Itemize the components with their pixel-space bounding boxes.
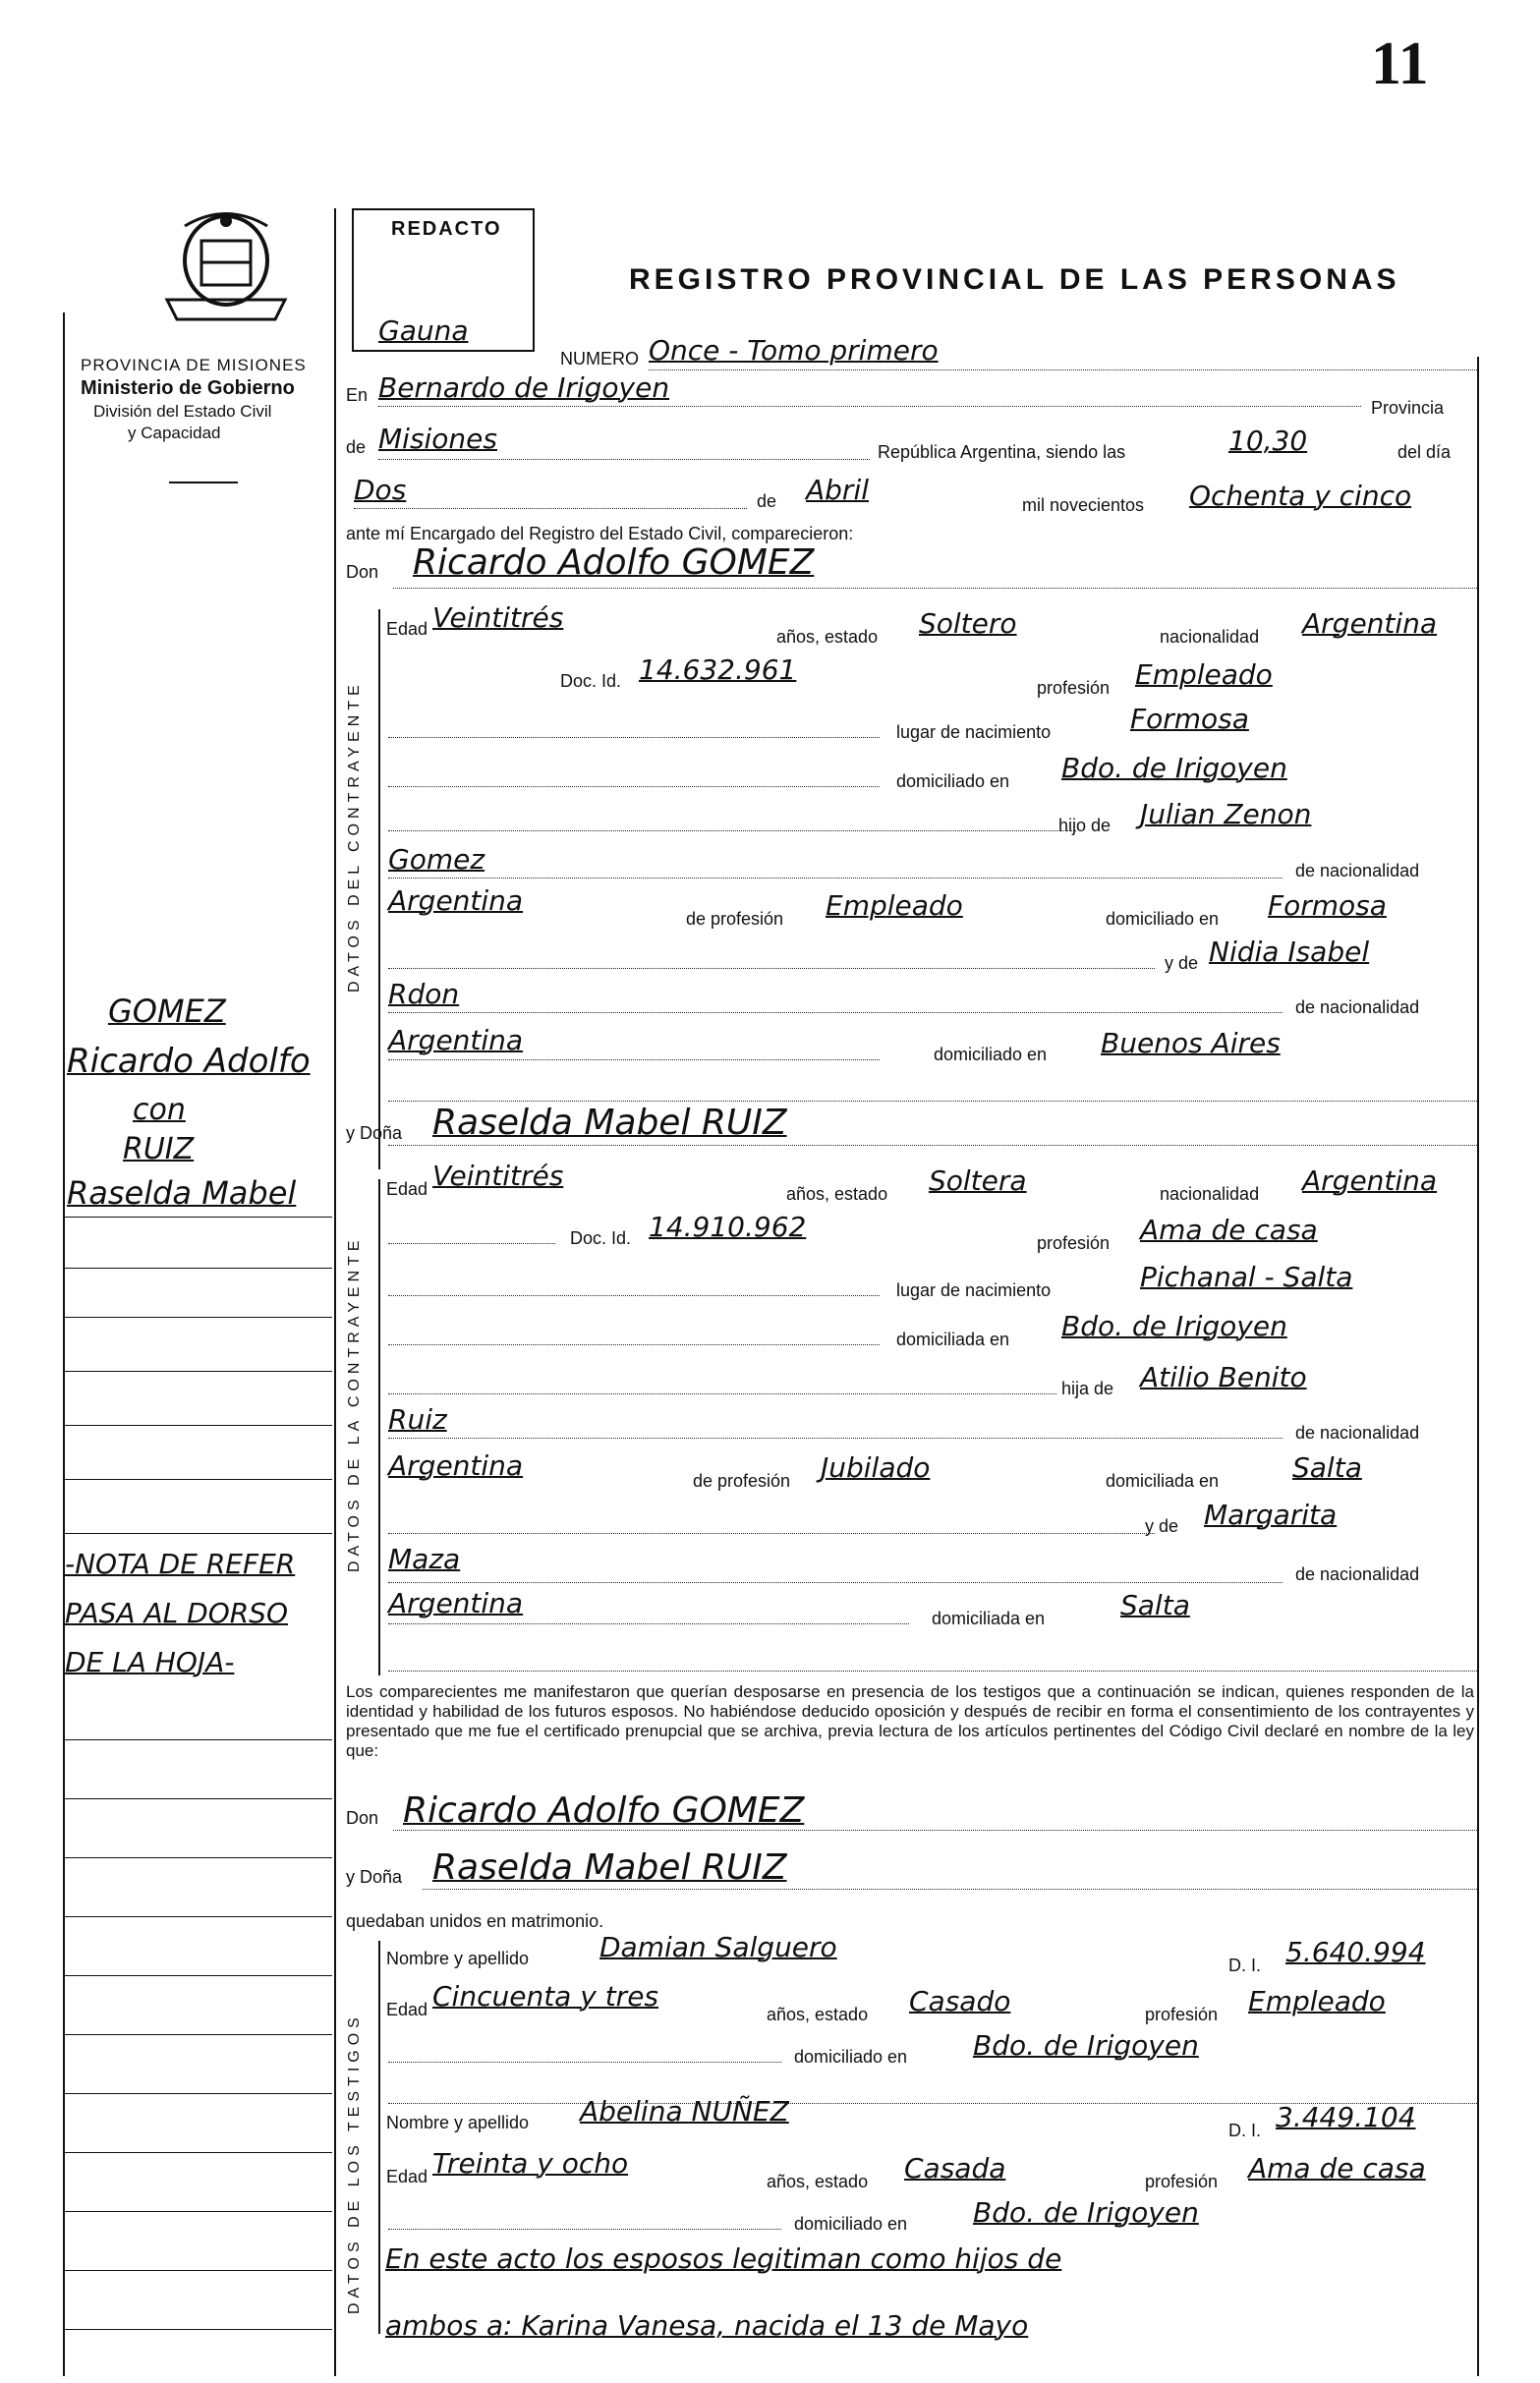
margin-line: [65, 1975, 332, 1976]
page-number: 11: [1371, 30, 1429, 97]
margin-line: [65, 2093, 332, 2094]
anio-value: Ochenta y cinco: [1189, 480, 1412, 512]
margin-note-3: DE LA HOJA-: [65, 1646, 235, 1678]
dia-label: del día: [1397, 442, 1452, 462]
coat-of-arms-icon: [157, 206, 295, 329]
c2-nac-label: nacionalidad: [1160, 1184, 1260, 1204]
c1-profesion: Empleado: [1135, 658, 1273, 691]
c1-madre-dom: Buenos Aires: [1101, 1027, 1281, 1059]
margin-line: [65, 2211, 332, 2212]
c2-estado: Soltera: [929, 1164, 1027, 1197]
de2-label: de: [757, 491, 777, 511]
c1-de-nac-label-1: de nacionalidad: [1295, 861, 1420, 880]
margin-names-1: Ricardo Adolfo: [67, 1042, 311, 1081]
t2-domicilio: Bdo. de Irigoyen: [973, 2196, 1199, 2229]
decl-don-label: Don: [346, 1808, 379, 1828]
c2-prof-label: profesión: [1037, 1233, 1111, 1253]
c2-dona-label: y Doña: [346, 1123, 403, 1143]
c1-doc-label: Doc. Id.: [560, 671, 622, 691]
hora-value: 10,30: [1228, 425, 1308, 457]
c2-madre: Margarita: [1204, 1499, 1338, 1531]
c2-madre-nac: Argentina: [388, 1587, 524, 1619]
de-label: de: [346, 437, 367, 457]
t1-di-label: D. I.: [1228, 1956, 1262, 1975]
provincia-label: Provincia: [1371, 398, 1445, 418]
margin-line: [65, 2034, 332, 2035]
c1-doc: 14.632.961: [639, 653, 797, 686]
c2-bracket: [378, 1179, 380, 1675]
c2-madre-apellido: Maza: [388, 1543, 461, 1575]
c2-de-nac-label-1: de nacionalidad: [1295, 1423, 1420, 1443]
c1-padre: Julian Zenon: [1140, 798, 1312, 830]
c1-side-label: DATOS DEL CONTRAYENTE: [346, 680, 363, 993]
c2-padre-prof: Jubilado: [821, 1451, 931, 1484]
c1-anios-label: años, estado: [776, 627, 879, 647]
column-rule: [334, 208, 336, 2376]
t2-anios-label: años, estado: [767, 2172, 869, 2191]
t1-anios-label: años, estado: [767, 2005, 869, 2024]
t-side-label: DATOS DE LOS TESTIGOS: [346, 2013, 363, 2314]
c1-de-prof-label: de profesión: [686, 909, 784, 929]
footer-note-line-1: En este acto los esposos legitiman como hijos de: [385, 2242, 1062, 2275]
c2-padre-dom: Salta: [1292, 1451, 1362, 1484]
c1-bracket: [378, 609, 380, 1169]
t1-profesion: Empleado: [1248, 1985, 1386, 2017]
t1-domicilio: Bdo. de Irigoyen: [973, 2029, 1199, 2062]
c1-madre: Nidia Isabel: [1209, 936, 1370, 968]
c1-lugar: Formosa: [1130, 703, 1249, 735]
c1-dom3-label: domiciliado en: [934, 1045, 1048, 1064]
t1-estado: Casado: [909, 1985, 1011, 2017]
division-label: División del Estado Civil: [93, 402, 272, 421]
margin-line: [65, 1371, 332, 1372]
margin-line: [65, 1916, 332, 1917]
anio-label: mil novecientos: [1022, 495, 1145, 515]
t1-edad-label: Edad: [386, 2000, 428, 2019]
c1-dom-label: domiciliado en: [896, 771, 1010, 791]
numero-label: NUMERO: [560, 349, 639, 369]
c2-hija-label: hija de: [1061, 1379, 1114, 1398]
t2-dom-label: domiciliado en: [794, 2214, 908, 2234]
redacto-value: Gauna: [378, 314, 469, 347]
margin-note-2: PASA AL DORSO: [65, 1597, 288, 1629]
right-rule: [1477, 357, 1479, 2376]
page-title: REGISTRO PROVINCIAL DE LAS PERSONAS: [629, 263, 1400, 296]
t-bracket: [378, 1941, 380, 2334]
decl-closing: quedaban unidos en matrimonio.: [346, 1911, 604, 1931]
province-label: PROVINCIA DE MISIONES: [81, 356, 307, 374]
margin-line: [65, 1479, 332, 1480]
t2-profesion: Ama de casa: [1248, 2152, 1426, 2184]
c2-side-label: DATOS DE LA CONTRAYENTE: [346, 1235, 363, 1572]
left-margin-rule: [63, 312, 65, 2376]
margin-line: [65, 2329, 332, 2330]
c2-profesion: Ama de casa: [1140, 1214, 1318, 1246]
c2-dom3-label: domiciliada en: [932, 1609, 1046, 1628]
c2-nacionalidad: Argentina: [1302, 1164, 1438, 1197]
c2-dom-label: domiciliada en: [896, 1330, 1010, 1349]
margin-surname-1: GOMEZ: [108, 993, 226, 1030]
decl-dona-value: Raselda Mabel RUIZ: [432, 1847, 787, 1888]
c2-edad: Veintitrés: [432, 1160, 564, 1192]
c2-anios-label: años, estado: [786, 1184, 888, 1204]
t2-estado: Casada: [904, 2152, 1006, 2184]
divider: [169, 482, 238, 483]
margin-line: [65, 2270, 332, 2271]
c1-prof-label: profesión: [1037, 678, 1111, 698]
redacto-label: REDACTO: [391, 218, 502, 240]
c2-lugar: Pichanal - Salta: [1140, 1261, 1353, 1293]
margin-names-2: Raselda Mabel: [67, 1174, 297, 1212]
margin-line: [65, 2152, 332, 2153]
margin-note-1: -NOTA DE REFER: [65, 1548, 296, 1580]
t2-nombre: Abelina NUÑEZ: [580, 2095, 789, 2128]
t2-di: 3.449.104: [1276, 2101, 1416, 2133]
c2-yde-label: y de: [1145, 1516, 1179, 1536]
margin-surname-2: RUIZ: [123, 1132, 195, 1166]
capacity-label: y Capacidad: [128, 424, 221, 442]
c2-doc: 14.910.962: [649, 1211, 807, 1243]
c1-nacionalidad: Argentina: [1302, 607, 1438, 640]
c1-domicilio: Bdo. de Irigoyen: [1061, 752, 1287, 784]
c1-nac-label: nacionalidad: [1160, 627, 1260, 647]
c1-don-label: Don: [346, 562, 379, 582]
declaration-text: Los comparecientes me manifestaron que querían desposarse en presencia de los testigos que a continuación se indican, quienes responden de la identidad y habilidad de los futuros esposos. No habiéndose deducido oposición y después de recibir en forma el consentimiento de los contrayentes y presentado que me fue el certificado prenupcial que se archiva, previa lectura de los artículos pertinentes del Código Civil declaré en nombre de la ley que:: [346, 1682, 1474, 1760]
mes-value: Abril: [806, 474, 869, 506]
decl-don-value: Ricardo Adolfo GOMEZ: [403, 1790, 805, 1831]
t2-nombre-label: Nombre y apellido: [386, 2113, 530, 2132]
t1-di: 5.640.994: [1285, 1936, 1426, 1968]
t1-dom-label: domiciliado en: [794, 2047, 908, 2067]
t1-nombre: Damian Salguero: [599, 1931, 837, 1963]
c1-padre-prof: Empleado: [826, 889, 963, 922]
margin-line: [65, 1217, 332, 1218]
c1-hijo-label: hijo de: [1058, 816, 1112, 835]
t1-prof-label: profesión: [1145, 2005, 1219, 2024]
margin-line: [65, 1798, 332, 1799]
c2-madre-dom: Salta: [1120, 1589, 1190, 1621]
ante-text: ante mí Encargado del Registro del Estado Civil, comparecieron:: [346, 524, 854, 543]
republica-label: República Argentina, siendo las: [878, 442, 1126, 462]
c2-edad-label: Edad: [386, 1179, 428, 1199]
c1-madre-nac: Argentina: [388, 1024, 524, 1056]
c2-padre-apellido: Ruiz: [388, 1403, 447, 1436]
c2-de-prof-label: de profesión: [693, 1471, 791, 1491]
margin-line: [65, 1268, 332, 1269]
c2-domicilio: Bdo. de Irigoyen: [1061, 1310, 1287, 1342]
en-value: Bernardo de Irigoyen: [378, 371, 670, 404]
c1-yde-label: y de: [1165, 953, 1199, 973]
c1-padre-dom: Formosa: [1268, 889, 1387, 922]
t2-di-label: D. I.: [1228, 2121, 1262, 2140]
c1-madre-apellido: Rdon: [388, 978, 460, 1010]
decl-dona-label: y Doña: [346, 1867, 403, 1887]
t2-prof-label: profesión: [1145, 2172, 1219, 2191]
footer-note-line-2: ambos a: Karina Vanesa, nacida el 13 de Mayo: [385, 2309, 1029, 2342]
en-label: En: [346, 385, 369, 405]
c2-de-nac-label-2: de nacionalidad: [1295, 1564, 1420, 1584]
c2-padre-nac: Argentina: [388, 1449, 524, 1482]
c1-edad-label: Edad: [386, 619, 428, 639]
ministry-label: Ministerio de Gobierno: [81, 377, 295, 399]
c2-padre: Atilio Benito: [1140, 1361, 1307, 1393]
c1-padre-nac: Argentina: [388, 884, 524, 917]
c1-padre-apellido: Gomez: [388, 843, 485, 876]
c1-dom2-label: domiciliado en: [1106, 909, 1220, 929]
margin-line: [65, 1425, 332, 1426]
t2-edad-label: Edad: [386, 2167, 428, 2186]
de-value: Misiones: [378, 423, 497, 455]
t1-edad: Cincuenta y tres: [432, 1980, 659, 2013]
c2-doc-label: Doc. Id.: [570, 1228, 632, 1248]
c1-lugar-label: lugar de nacimiento: [896, 722, 1052, 742]
margin-line: [65, 1533, 332, 1534]
c1-estado: Soltero: [919, 607, 1017, 640]
c2-dom2-label: domiciliada en: [1106, 1471, 1220, 1491]
c2-nombre: Raselda Mabel RUIZ: [432, 1103, 787, 1143]
dia-value: Dos: [354, 474, 407, 506]
t2-edad: Treinta y ocho: [432, 2147, 629, 2180]
margin-con: con: [133, 1093, 186, 1127]
numero-value: Once - Tomo primero: [649, 334, 939, 367]
margin-line: [65, 1317, 332, 1318]
c1-edad: Veintitrés: [432, 601, 564, 634]
t1-nombre-label: Nombre y apellido: [386, 1949, 530, 1968]
margin-line: [65, 1857, 332, 1858]
margin-line: [65, 1739, 332, 1740]
c1-nombre: Ricardo Adolfo GOMEZ: [413, 542, 815, 583]
c1-de-nac-label-2: de nacionalidad: [1295, 997, 1420, 1017]
c2-lugar-label: lugar de nacimiento: [896, 1280, 1052, 1300]
